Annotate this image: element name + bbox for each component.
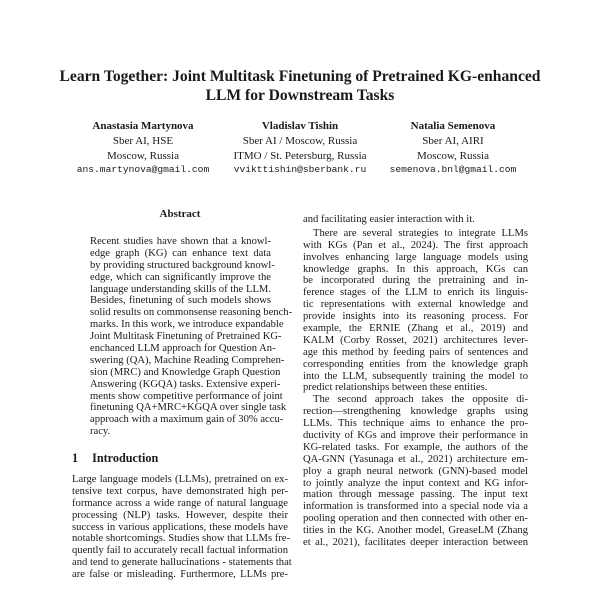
section-heading xyxy=(72,451,172,466)
text-line: predict relationships between these entities. xyxy=(303,382,488,394)
text-line: and tend to generate hallucinations - statements that xyxy=(72,557,292,569)
text-line: edge graph (KG) can enhance text data xyxy=(90,247,271,259)
author-name: Anastasia Martynova xyxy=(92,120,194,132)
section-number: 1 xyxy=(72,451,79,465)
text-line: Large language models (LLMs), pretrained on ex- xyxy=(72,474,288,485)
title-line: LLM for Downstream Tasks xyxy=(205,87,395,104)
text-line: and facilitating easier interaction with it. xyxy=(303,214,475,225)
text-line: provide insights into its reasoning process. For xyxy=(303,311,528,323)
text-line: tities in the KG. Another model, GreaseLM (Zhang xyxy=(303,525,528,537)
author-name: Natalia Semenova xyxy=(410,120,496,132)
text-line: ductivity of KGs and improve their performance in xyxy=(303,430,528,442)
text-line: KG-related tasks. For example, the authors of the xyxy=(303,441,528,453)
text-line: notable shortcomings. Studies show that LLMs fre- xyxy=(72,533,291,545)
text-line: ments show competitive performance of joint xyxy=(90,390,283,402)
text-line: marks. In this work, we introduce expandable xyxy=(90,319,284,331)
author-email: semenova.bnl@gmail.com xyxy=(389,164,517,176)
paper-title xyxy=(40,67,560,105)
text-line: racy. xyxy=(90,426,111,438)
text-line: mation through message passing. The input text xyxy=(303,489,528,501)
text-line: ference stages of the LLM to enrich its linguis- xyxy=(303,287,528,299)
text-line: involves enhancing large language models using xyxy=(303,251,528,263)
section-title: Introduction xyxy=(92,451,159,465)
text-line: swering (QA), Machine Reading Comprehen- xyxy=(90,354,285,366)
text-line: ploy a graph neural network (GNN)-based model xyxy=(303,465,528,477)
text-line: formance across a wide range of natural language xyxy=(72,497,288,509)
text-line: KALM (Corby Rosset, 2021) architectures lever- xyxy=(303,334,528,346)
author-affiliation: Sber AI, HSE xyxy=(112,134,174,147)
text-line: QA-GNN (Yasunaga et al., 2021) architecture em- xyxy=(303,453,528,465)
text-line: language understanding skills of the LLM. xyxy=(90,283,271,295)
text-line: edge, which can significantly improve the xyxy=(90,271,271,283)
abstract-heading: Abstract xyxy=(159,208,201,220)
text-line: Recent studies have shown that a knowl- xyxy=(90,236,271,247)
text-line: Besides, finetuning of such models shows xyxy=(90,295,271,307)
text-line: enchanced LLM approach for Question An- xyxy=(90,343,276,355)
author-affiliation: Sber AI / Moscow, Russia xyxy=(242,134,358,147)
text-line: success in various applications, these models have xyxy=(72,521,288,533)
text-line: The second approach takes the opposite di- xyxy=(313,394,528,406)
text-line: pooling operation and then connected with other en- xyxy=(303,513,528,525)
text-line: knowledge graphs. In this approach, KGs can xyxy=(303,263,528,275)
text-line: finetuning QA+MRC+KGQA over single task xyxy=(90,402,287,414)
author-email: ans.martynova@gmail.com xyxy=(76,164,210,176)
text-line: tensive text corpus, have demonstrated high per- xyxy=(72,485,288,497)
text-line: with KGs (Pan et al., 2024). The first approach xyxy=(303,239,528,251)
text-line: into the LLM, subsequently training the model to xyxy=(303,370,528,382)
text-line: Answering (KGQA) tasks. Extensive experi- xyxy=(90,378,281,390)
text-line: information is transformed into a special node via a xyxy=(303,501,528,513)
text-line: to jointly analyze the input context and KG infor- xyxy=(303,477,528,489)
text-line: example, the ERNIE (Zhang et al., 2019) and xyxy=(303,323,528,335)
author-location: ITMO / St. Petersburg, Russia xyxy=(233,149,367,162)
author-name: Vladislav Tishin xyxy=(261,120,339,132)
right-column-body xyxy=(303,214,528,549)
text-line: solid results on commonsense reasoning bench- xyxy=(90,307,293,319)
text-line: approach with a maximum gain of 30% accu- xyxy=(90,414,284,426)
text-line: are false or misleading. Furthermore, LLMs pre- xyxy=(72,569,288,581)
text-line: processing (NLP) tasks. However, despite their xyxy=(72,509,288,521)
text-line: Joint Multitask Finetuning of Pretrained KG- xyxy=(90,331,282,343)
author-location: Moscow, Russia xyxy=(416,149,489,162)
abstract-body xyxy=(90,236,293,438)
text-line: LLMs. This technique aims to enhance the pro- xyxy=(303,418,528,430)
text-line: tic representations with external knowledge and xyxy=(303,299,528,311)
intro-body xyxy=(72,474,292,581)
text-line: age this method by feeding pairs of sentences and xyxy=(303,346,528,358)
text-line: corresponding entities from the knowledge graph xyxy=(303,358,528,370)
title-line: Learn Together: Joint Multitask Finetuning of Pretrained KG-enhanced xyxy=(59,68,541,85)
author-affiliation: Sber AI, AIRI xyxy=(422,134,484,147)
text-line: quently fail to accurately recall factual information xyxy=(72,545,288,557)
text-line: rection—strengthening knowledge graphs using xyxy=(303,406,528,418)
author-location: Moscow, Russia xyxy=(106,149,179,162)
text-line: sion (MRC) and Knowledge Graph Question xyxy=(90,366,281,378)
text-line: There are several strategies to integrate LLMs xyxy=(313,227,528,239)
author-email: vvikttishin@sberbank.ru xyxy=(233,164,367,176)
author-block xyxy=(358,119,548,178)
text-line: et al., 2021), facilitates deeper interaction between xyxy=(303,537,528,549)
text-line: by providing structured background knowl- xyxy=(90,259,275,271)
text-line: be incorporated during the pretraining and in- xyxy=(303,275,528,287)
